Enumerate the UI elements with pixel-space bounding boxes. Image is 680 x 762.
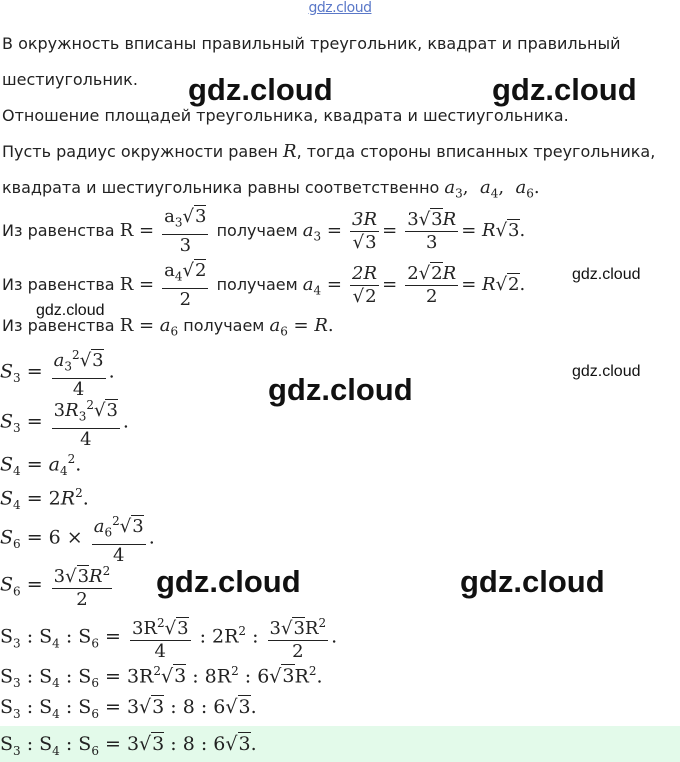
equation-line: Из равенства R = $\frac{a_3√3}{3}$ получаем $a_3$ = $\frac{3R}{√3}$ = $\frac{3√3R}{3}$ = R√3. <box>2 206 526 256</box>
equation-line: Из равенства $R = a_6$ получаем $a_6 = R$. <box>2 315 334 339</box>
top-watermark[interactable]: gdz.cloud <box>308 0 372 16</box>
paragraph: Отношение площадей треугольника, квадрата и шестиугольника. <box>2 106 569 125</box>
paragraph: В окружность вписаны правильный треугольник, квадрат и правильный <box>2 34 621 53</box>
watermark: gdz.cloud <box>156 564 301 599</box>
ratio-formula: $S_3$ : $S_4$ : $S_6$ = $\frac{3R^2√3}{4}$ : $2R^2$ : $\frac{3√3R^2}{2}$ . <box>0 612 337 663</box>
paragraph: квадрата и шестиугольника равны соответственно $a_3$, $a_4$, $a_6$. <box>2 177 540 201</box>
watermark: gdz.cloud <box>572 266 641 283</box>
formula-s4: $S_4 = 2R^2$. <box>0 486 89 513</box>
formula-s3: $S_3$ = $\frac{a_3^2√3}{4}$ . <box>0 344 115 401</box>
paragraph: шестиугольник. <box>2 70 138 89</box>
watermark: gdz.cloud <box>492 72 637 107</box>
watermark: gdz.cloud <box>460 564 605 599</box>
ratio-formula: $S_3$ : $S_4$ : $S_6 = 3R^2√3$ : $8R^2$ : $6√3R^2$. <box>0 664 323 691</box>
answer-formula: $S_3$ : $S_4$ : $S_6 = 3√3$ : 8 : 6√3. <box>0 733 257 758</box>
formula-s6: $S_6 = 6$ × $\frac{a_6^2√3}{4}$ . <box>0 510 155 567</box>
watermark: gdz.cloud <box>572 363 641 380</box>
watermark: gdz.cloud <box>268 372 413 407</box>
formula-s3: $S_3$ = $\frac{3R_3^2√3}{4}$ . <box>0 394 129 451</box>
formula-s6: $S_6$ = $\frac{3√3R^2}{2}$ <box>0 560 115 611</box>
watermark: gdz.cloud <box>188 72 333 107</box>
equation-line: Из равенства R = $\frac{a_4√2}{2}$ получаем $a_4$ = $\frac{2R}{√2}$ = $\frac{2√2R}{2}$ = R√2. <box>2 260 526 310</box>
formula-s4: $S_4 = a_4^2$. <box>0 452 82 479</box>
paragraph: Пусть радиус окружности равен R, тогда стороны вписанных треугольника, <box>2 141 656 162</box>
watermark: gdz.cloud <box>36 302 105 319</box>
ratio-formula: $S_3$ : $S_4$ : $S_6 = 3√3$ : 8 : 6√3. <box>0 696 257 721</box>
